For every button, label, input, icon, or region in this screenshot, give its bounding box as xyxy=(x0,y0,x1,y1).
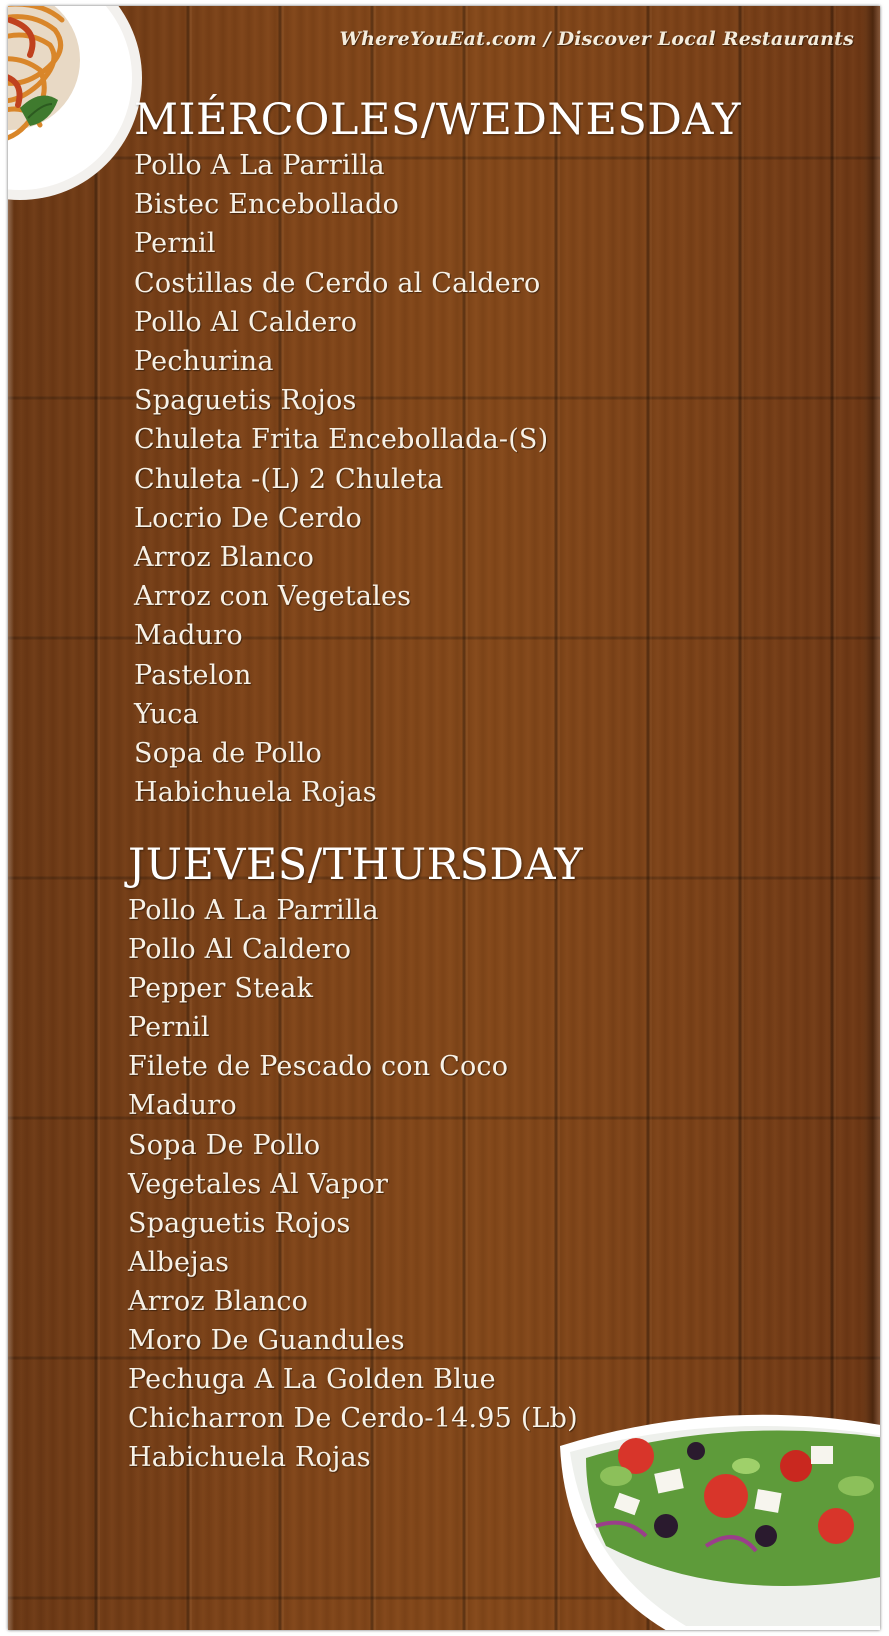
menu-item: Spaguetis Rojos xyxy=(128,1207,351,1239)
menu-item: Arroz Blanco xyxy=(128,1285,309,1317)
menu-item: Pernil xyxy=(134,228,216,260)
menu-item: Chuleta -(L) 2 Chuleta xyxy=(134,463,444,495)
section-title: JUEVES/THURSDAY xyxy=(128,840,584,890)
section-title: MIÉRCOLES/WEDNESDAY xyxy=(134,95,742,145)
menu-item: Sopa De Pollo xyxy=(128,1129,321,1161)
menu-item: Pernil xyxy=(128,1012,210,1044)
menu-item: Chuleta Frita Encebollada-(S) xyxy=(134,424,549,456)
menu-item: Pollo Al Caldero xyxy=(128,934,352,966)
menu-item: Pechuga A La Golden Blue xyxy=(128,1364,496,1396)
site-header-text: WhereYouEat.com / Discover Local Restaurants xyxy=(339,28,854,50)
greek-salad-bowl-image xyxy=(556,1376,880,1630)
menu-item: Yuca xyxy=(134,698,199,730)
menu-item: Maduro xyxy=(128,1090,237,1122)
menu-item: Pollo A La Parrilla xyxy=(128,895,379,926)
menu-item: Costillas de Cerdo al Caldero xyxy=(134,267,541,299)
menu-item: Pastelon xyxy=(134,659,252,691)
menu-item: Moro De Guandules xyxy=(128,1325,405,1357)
menu-item: Pepper Steak xyxy=(128,973,314,1005)
menu-item: Arroz Blanco xyxy=(134,542,315,574)
menu-item: Pechurina xyxy=(134,346,274,378)
menu-page xyxy=(8,6,880,1630)
menu-item: Maduro xyxy=(134,620,243,652)
menu-item-list xyxy=(128,891,583,1477)
menu-item: Pollo Al Caldero xyxy=(134,306,358,338)
menu-item: Arroz con Vegetales xyxy=(134,581,412,613)
menu-item-list xyxy=(134,146,741,812)
menu-item: Bistec Encebollado xyxy=(134,189,400,221)
menu-item: Pollo A La Parrilla xyxy=(134,150,385,181)
menu-item: Habichuela Rojas xyxy=(128,1442,371,1474)
menu-item: Chicharron De Cerdo-14.95 (Lb) xyxy=(128,1403,578,1435)
menu-item: Locrio De Cerdo xyxy=(134,502,362,534)
menu-item: Spaguetis Rojos xyxy=(134,385,357,417)
spaghetti-plate-image xyxy=(8,6,142,250)
menu-item: Filete de Pescado con Coco xyxy=(128,1051,509,1083)
menu-item: Albejas xyxy=(128,1246,230,1278)
thursday-section xyxy=(128,839,583,1477)
menu-item: Habichuela Rojas xyxy=(134,777,377,809)
menu-item: Sopa de Pollo xyxy=(134,738,323,770)
wednesday-section xyxy=(134,94,741,812)
menu-item: Vegetales Al Vapor xyxy=(128,1168,389,1200)
